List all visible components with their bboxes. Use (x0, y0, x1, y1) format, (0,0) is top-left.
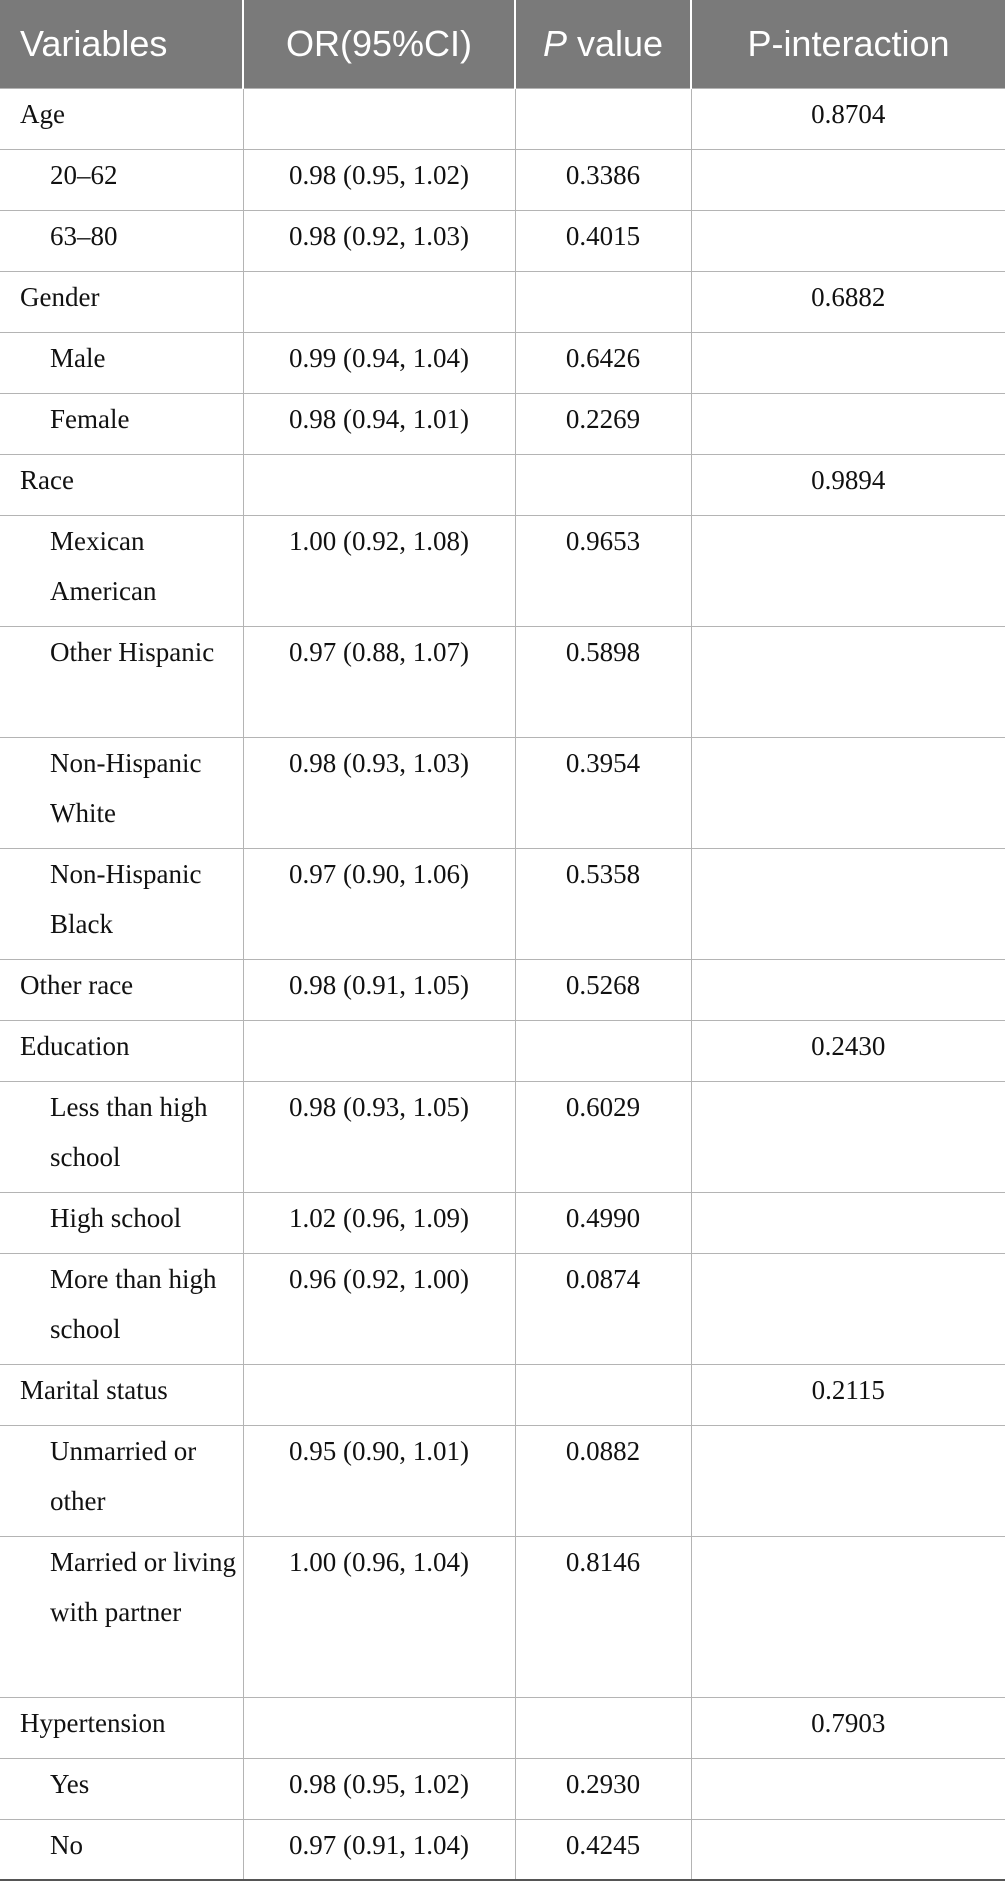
header-variables: Variables (0, 0, 243, 88)
row-or: 0.96 (0.92, 1.00) (243, 1253, 515, 1364)
row-label: Other race (0, 959, 243, 1020)
header-p-italic: P (542, 22, 567, 64)
table-row (0, 1364, 1005, 1425)
row-or: 0.98 (0.95, 1.02) (243, 149, 515, 210)
row-or: 0.98 (0.95, 1.02) (243, 1758, 515, 1819)
table-row (0, 1425, 1005, 1536)
header-p-rest: value (566, 22, 664, 64)
row-or: 0.97 (0.91, 1.04) (243, 1819, 515, 1880)
row-p-value: 0.2930 (515, 1758, 691, 1819)
row-or (243, 454, 515, 515)
row-label: Age (0, 88, 243, 149)
row-label: No (0, 1819, 243, 1880)
row-p-value: 0.5898 (515, 626, 691, 737)
row-p-interaction (691, 515, 1005, 626)
row-p-value: 0.5358 (515, 848, 691, 959)
table-row (0, 1192, 1005, 1253)
table-row (0, 332, 1005, 393)
row-p-interaction (691, 1536, 1005, 1697)
row-p-value: 0.9653 (515, 515, 691, 626)
row-or: 0.98 (0.91, 1.05) (243, 959, 515, 1020)
row-p-interaction (691, 848, 1005, 959)
row-p-value: 0.6426 (515, 332, 691, 393)
header-or: OR(95%CI) (243, 0, 515, 88)
table-row (0, 626, 1005, 737)
row-or: 0.98 (0.94, 1.01) (243, 393, 515, 454)
row-label: Married or living with partner (0, 1536, 243, 1697)
row-p-interaction (691, 1758, 1005, 1819)
table-row (0, 1697, 1005, 1758)
row-p-interaction: 0.7903 (691, 1697, 1005, 1758)
row-p-value: 0.3954 (515, 737, 691, 848)
row-label: Mexican American (0, 515, 243, 626)
table-row (0, 737, 1005, 848)
row-or: 0.95 (0.90, 1.01) (243, 1425, 515, 1536)
row-p-interaction (691, 1081, 1005, 1192)
header-p-interaction: P-interaction (747, 22, 950, 64)
table-row (0, 1081, 1005, 1192)
table-row (0, 149, 1005, 210)
row-or: 0.98 (0.92, 1.03) (243, 210, 515, 271)
row-label: Non-Hispanic Black (0, 848, 243, 959)
table-row (0, 1020, 1005, 1081)
table-row (0, 1758, 1005, 1819)
row-p-interaction (691, 626, 1005, 737)
row-label: Yes (0, 1758, 243, 1819)
table-row (0, 210, 1005, 271)
row-label: Marital status (0, 1364, 243, 1425)
row-label: Hypertension (0, 1697, 243, 1758)
row-p-value (515, 271, 691, 332)
table-row (0, 848, 1005, 959)
row-or: 1.02 (0.96, 1.09) (243, 1192, 515, 1253)
row-p-interaction (691, 1192, 1005, 1253)
row-label: High school (0, 1192, 243, 1253)
row-p-value (515, 1697, 691, 1758)
row-label: Education (0, 1020, 243, 1081)
table-row (0, 1253, 1005, 1364)
row-p-interaction: 0.2430 (691, 1020, 1005, 1081)
row-p-value (515, 1364, 691, 1425)
row-p-value: 0.5268 (515, 959, 691, 1020)
row-or: 0.97 (0.88, 1.07) (243, 626, 515, 737)
table-row (0, 88, 1005, 149)
row-p-value: 0.8146 (515, 1536, 691, 1697)
row-p-value: 0.4990 (515, 1192, 691, 1253)
row-p-value: 0.3386 (515, 149, 691, 210)
row-label: 20–62 (0, 149, 243, 210)
table-row (0, 454, 1005, 515)
row-p-interaction (691, 332, 1005, 393)
row-p-value: 0.4015 (515, 210, 691, 271)
row-or (243, 1020, 515, 1081)
row-p-interaction: 0.9894 (691, 454, 1005, 515)
row-p-value (515, 1020, 691, 1081)
row-or: 0.97 (0.90, 1.06) (243, 848, 515, 959)
row-p-interaction: 0.6882 (691, 271, 1005, 332)
row-label: Male (0, 332, 243, 393)
row-label: Female (0, 393, 243, 454)
row-p-value: 0.6029 (515, 1081, 691, 1192)
row-label: 63–80 (0, 210, 243, 271)
table-row (0, 1536, 1005, 1697)
row-p-value: 0.0874 (515, 1253, 691, 1364)
row-p-interaction (691, 959, 1005, 1020)
row-label: Race (0, 454, 243, 515)
row-or: 1.00 (0.92, 1.08) (243, 515, 515, 626)
table-body (0, 88, 1005, 1880)
row-or: 0.98 (0.93, 1.05) (243, 1081, 515, 1192)
row-p-interaction: 0.8704 (691, 88, 1005, 149)
row-p-value: 0.0882 (515, 1425, 691, 1536)
table-row (0, 515, 1005, 626)
row-p-interaction (691, 1253, 1005, 1364)
row-or (243, 1697, 515, 1758)
header-p-value (515, 0, 691, 88)
row-label: Other Hispanic (0, 626, 243, 737)
row-p-interaction (691, 737, 1005, 848)
row-p-value: 0.2269 (515, 393, 691, 454)
row-label: Less than high school (0, 1081, 243, 1192)
row-or (243, 1364, 515, 1425)
table-row (0, 393, 1005, 454)
row-p-interaction (691, 1425, 1005, 1536)
row-or: 0.98 (0.93, 1.03) (243, 737, 515, 848)
row-p-interaction (691, 1819, 1005, 1880)
row-or: 0.99 (0.94, 1.04) (243, 332, 515, 393)
row-p-interaction (691, 210, 1005, 271)
row-p-interaction (691, 393, 1005, 454)
row-or: 1.00 (0.96, 1.04) (243, 1536, 515, 1697)
row-p-value: 0.4245 (515, 1819, 691, 1880)
row-label: More than high school (0, 1253, 243, 1364)
row-p-value (515, 88, 691, 149)
row-p-interaction (691, 149, 1005, 210)
row-p-interaction: 0.2115 (691, 1364, 1005, 1425)
row-label: Non-Hispanic White (0, 737, 243, 848)
row-p-value (515, 454, 691, 515)
row-or (243, 88, 515, 149)
table-row (0, 959, 1005, 1020)
row-label: Gender (0, 271, 243, 332)
row-or (243, 271, 515, 332)
table-row (0, 1819, 1005, 1880)
header-row (0, 0, 1005, 88)
table-header (0, 0, 1005, 88)
row-label: Unmarried or other (0, 1425, 243, 1536)
table-row (0, 271, 1005, 332)
